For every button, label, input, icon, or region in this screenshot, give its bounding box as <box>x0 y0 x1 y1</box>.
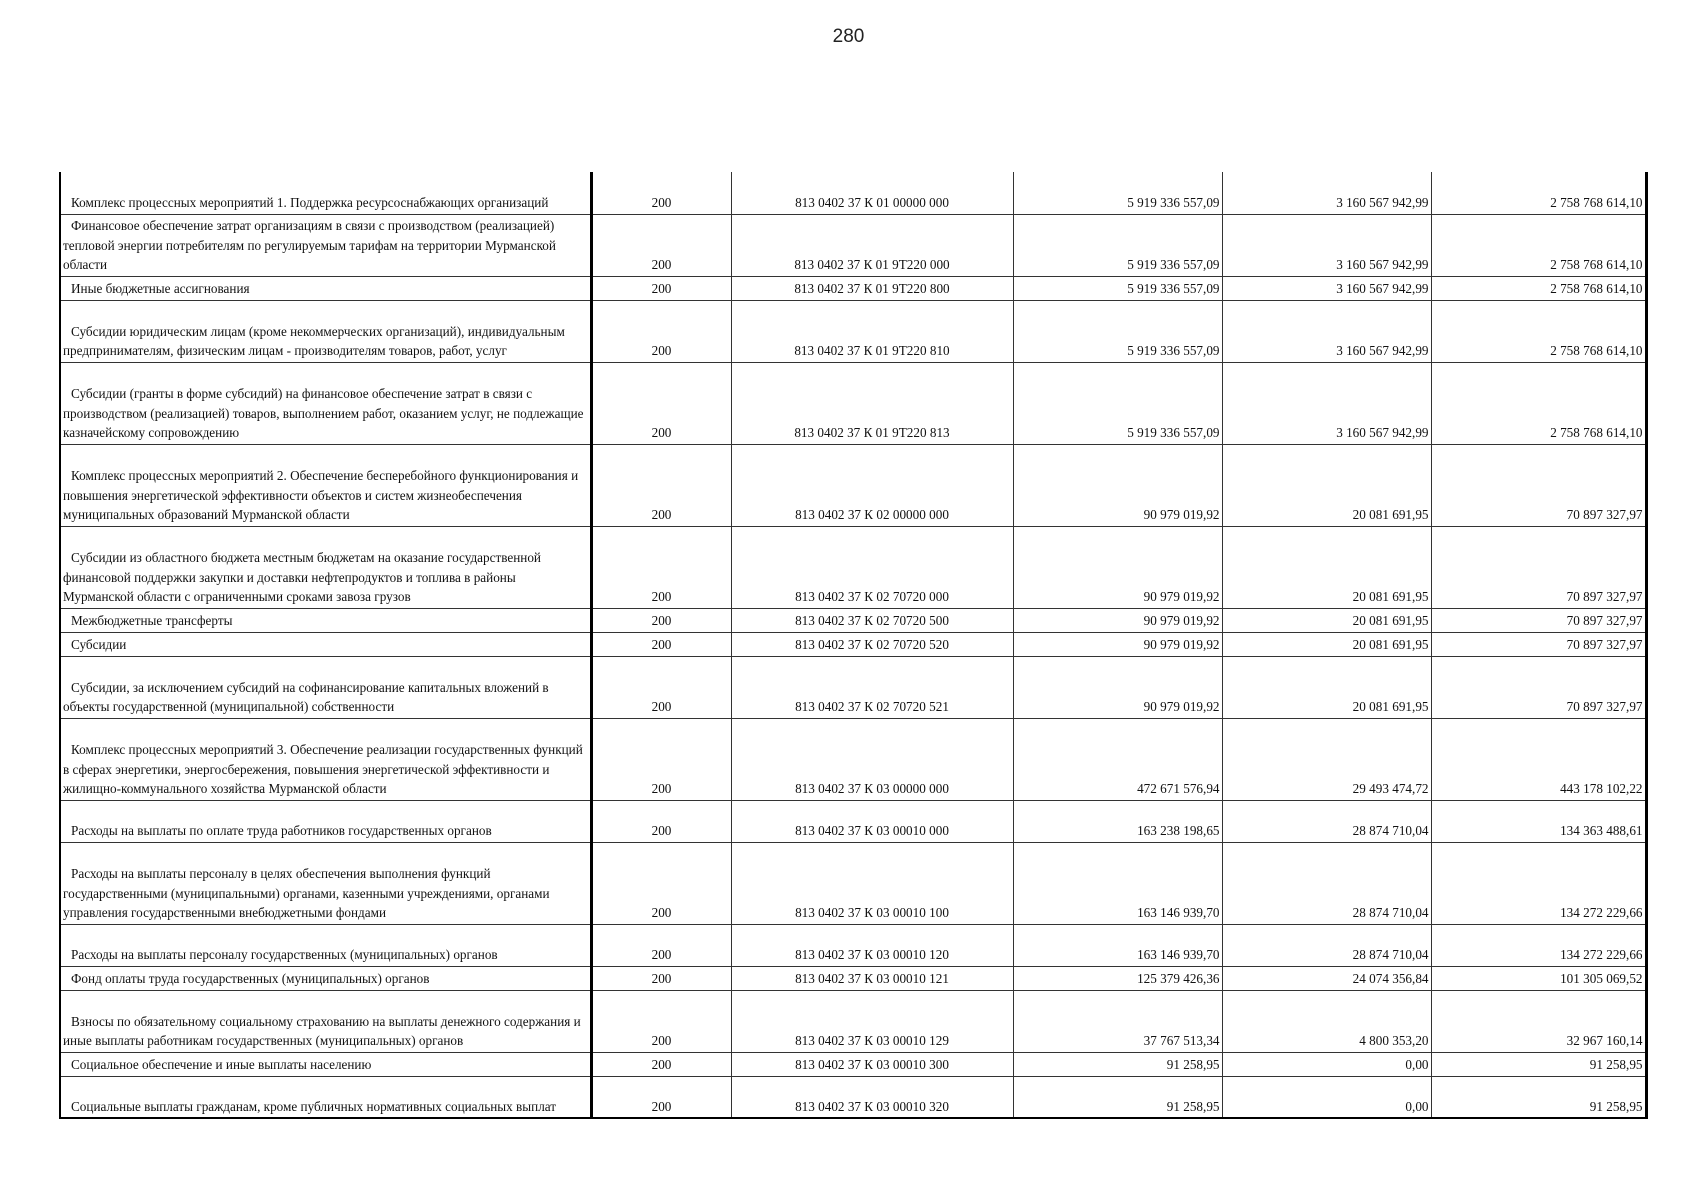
row-name-text: Социальные выплаты гражданам, кроме публичных нормативных социальных выплат <box>71 1098 557 1114</box>
row-name <box>60 444 591 526</box>
row-approved-amount-text: 5 919 336 557,09 <box>1127 281 1220 296</box>
row-budget-classification-code-text: 813 0402 37 К 01 00000 000 <box>795 195 949 210</box>
row-unexecuted-amount-text: 70 897 327,97 <box>1566 613 1643 628</box>
row-budget-classification-code-text: 813 0402 37 К 03 00010 000 <box>795 823 949 838</box>
row-line-code <box>591 608 731 632</box>
row-budget-classification-code-text: 813 0402 37 К 02 70720 520 <box>795 637 949 652</box>
row-budget-classification-code <box>731 172 1013 214</box>
row-executed-amount-text: 3 160 567 942,99 <box>1336 257 1429 272</box>
row-unexecuted-amount-text: 91 258,95 <box>1589 1057 1643 1072</box>
row-line-code <box>591 1076 731 1118</box>
row-budget-classification-code <box>731 1052 1013 1076</box>
row-line-code-text: 200 <box>651 425 672 440</box>
row-budget-classification-code <box>731 276 1013 300</box>
row-unexecuted-amount <box>1431 172 1646 214</box>
row-unexecuted-amount-text: 70 897 327,97 <box>1566 507 1643 522</box>
row-line-code-text: 200 <box>651 1033 672 1048</box>
row-executed-amount <box>1222 608 1431 632</box>
row-executed-amount-text: 3 160 567 942,99 <box>1336 425 1429 440</box>
row-executed-amount <box>1222 172 1431 214</box>
row-name <box>60 1076 591 1118</box>
table-row <box>60 718 1646 800</box>
row-budget-classification-code <box>731 842 1013 924</box>
row-approved-amount-text: 90 979 019,92 <box>1143 637 1220 652</box>
table-row <box>60 214 1646 276</box>
row-unexecuted-amount <box>1431 1076 1646 1118</box>
row-approved-amount-text: 5 919 336 557,09 <box>1127 257 1220 272</box>
row-name <box>60 276 591 300</box>
row-executed-amount-text: 3 160 567 942,99 <box>1336 281 1429 296</box>
row-executed-amount-text: 29 493 474,72 <box>1352 781 1429 796</box>
row-name <box>60 966 591 990</box>
row-budget-classification-code-text: 813 0402 37 К 02 70720 500 <box>795 613 949 628</box>
row-budget-classification-code <box>731 966 1013 990</box>
row-line-code-text: 200 <box>651 947 672 962</box>
budget-execution-table <box>59 172 1648 1119</box>
row-executed-amount-text: 0,00 <box>1405 1098 1429 1114</box>
table-row <box>60 656 1646 718</box>
row-unexecuted-amount-text: 134 363 488,61 <box>1560 823 1643 838</box>
row-executed-amount-text: 20 081 691,95 <box>1352 699 1429 714</box>
row-budget-classification-code-text: 813 0402 37 К 01 9Т220 800 <box>794 281 950 296</box>
row-name-text: Расходы на выплаты по оплате труда работников государственных органов <box>71 823 492 838</box>
row-approved-amount-text: 472 671 576,94 <box>1137 781 1220 796</box>
row-line-code-text: 200 <box>651 781 672 796</box>
row-name <box>60 362 591 444</box>
row-name-text: Субсидии (гранты в форме субсидий) на финансовое обеспечение затрат в связи с производством (реализацией) товаров, выполнением работ, оказанием услуг, не подлежащие казначейскому сопровождению <box>63 386 584 440</box>
table-row <box>60 1052 1646 1076</box>
row-executed-amount-text: 20 081 691,95 <box>1352 637 1429 652</box>
row-executed-amount <box>1222 966 1431 990</box>
row-executed-amount <box>1222 1076 1431 1118</box>
row-executed-amount-text: 20 081 691,95 <box>1352 613 1429 628</box>
row-line-code-text: 200 <box>651 699 672 714</box>
table-row <box>60 526 1646 608</box>
row-budget-classification-code-text: 813 0402 37 К 03 00010 100 <box>795 905 949 920</box>
row-line-code-text: 200 <box>651 589 672 604</box>
row-name <box>60 1052 591 1076</box>
row-budget-classification-code-text: 813 0402 37 К 03 00010 121 <box>795 971 949 986</box>
row-budget-classification-code <box>731 718 1013 800</box>
row-name-text: Субсидии, за исключением субсидий на софинансирование капитальных вложений в объекты государственной (муниципальной) собственности <box>63 679 549 714</box>
table-row <box>60 444 1646 526</box>
row-unexecuted-amount-text: 101 305 069,52 <box>1560 971 1643 986</box>
row-line-code <box>591 924 731 966</box>
row-executed-amount <box>1222 214 1431 276</box>
row-budget-classification-code <box>731 656 1013 718</box>
row-line-code-text: 200 <box>651 195 672 210</box>
row-unexecuted-amount <box>1431 656 1646 718</box>
row-unexecuted-amount <box>1431 300 1646 362</box>
row-unexecuted-amount <box>1431 362 1646 444</box>
row-executed-amount-text: 4 800 353,20 <box>1359 1033 1429 1048</box>
row-name-text: Комплекс процессных мероприятий 1. Поддержка ресурсоснабжающих организаций <box>71 195 549 210</box>
row-name-text: Субсидии из областного бюджета местным бюджетам на оказание государственной финансовой поддержки закупки и доставки нефтепродуктов и топлива в районы Мурманской области с ограниченными сроками завоза грузов <box>63 550 541 604</box>
row-executed-amount <box>1222 632 1431 656</box>
row-unexecuted-amount-text: 2 758 768 614,10 <box>1550 281 1643 296</box>
row-approved-amount <box>1013 1052 1222 1076</box>
row-approved-amount <box>1013 718 1222 800</box>
row-approved-amount-text: 5 919 336 557,09 <box>1127 195 1220 210</box>
row-name-text: Межбюджетные трансферты <box>71 613 233 628</box>
row-line-code <box>591 214 731 276</box>
row-budget-classification-code-text: 813 0402 37 К 03 00010 120 <box>795 947 949 962</box>
row-unexecuted-amount <box>1431 990 1646 1052</box>
row-name <box>60 214 591 276</box>
table-row <box>60 800 1646 842</box>
table-row <box>60 842 1646 924</box>
row-executed-amount <box>1222 842 1431 924</box>
row-executed-amount-text: 0,00 <box>1405 1057 1429 1072</box>
row-unexecuted-amount-text: 2 758 768 614,10 <box>1550 195 1643 210</box>
row-executed-amount <box>1222 800 1431 842</box>
row-budget-classification-code-text: 813 0402 37 К 01 9Т220 810 <box>794 343 950 358</box>
row-name <box>60 990 591 1052</box>
row-approved-amount-text: 5 919 336 557,09 <box>1127 425 1220 440</box>
row-name-text: Субсидии юридическим лицам (кроме некоммерческих организаций), индивидуальным предпринимателям, физическим лицам - производителям товаров, работ, услуг <box>63 323 565 358</box>
row-approved-amount-text: 163 146 939,70 <box>1137 905 1220 920</box>
row-budget-classification-code <box>731 444 1013 526</box>
row-executed-amount-text: 28 874 710,04 <box>1352 905 1429 920</box>
row-unexecuted-amount <box>1431 842 1646 924</box>
row-approved-amount <box>1013 300 1222 362</box>
row-budget-classification-code-text: 813 0402 37 К 03 00010 129 <box>795 1033 949 1048</box>
table-row <box>60 608 1646 632</box>
row-line-code-text: 200 <box>651 823 672 838</box>
row-approved-amount <box>1013 632 1222 656</box>
row-line-code-text: 200 <box>651 971 672 986</box>
row-unexecuted-amount <box>1431 526 1646 608</box>
row-unexecuted-amount-text: 134 272 229,66 <box>1560 947 1643 962</box>
row-approved-amount-text: 125 379 426,36 <box>1137 971 1220 986</box>
row-budget-classification-code-text: 813 0402 37 К 03 00000 000 <box>795 781 949 796</box>
row-budget-classification-code <box>731 800 1013 842</box>
row-approved-amount-text: 163 238 198,65 <box>1137 823 1220 838</box>
row-unexecuted-amount-text: 91 258,95 <box>1589 1098 1643 1114</box>
row-name-text: Фонд оплаты труда государственных (муниципальных) органов <box>71 971 430 986</box>
row-budget-classification-code <box>731 526 1013 608</box>
row-unexecuted-amount <box>1431 800 1646 842</box>
table-row <box>60 172 1646 214</box>
row-name-text: Взносы по обязательному социальному страхованию на выплаты денежного содержания и иные выплаты работникам государственных (муниципальных) органов <box>63 1013 581 1048</box>
row-unexecuted-amount-text: 2 758 768 614,10 <box>1550 343 1643 358</box>
row-unexecuted-amount-text: 2 758 768 614,10 <box>1550 257 1643 272</box>
row-budget-classification-code <box>731 300 1013 362</box>
row-line-code-text: 200 <box>651 281 672 296</box>
row-approved-amount <box>1013 990 1222 1052</box>
row-approved-amount <box>1013 214 1222 276</box>
row-name-text: Расходы на выплаты персоналу в целях обеспечения выполнения функций государственными (муниципальными) органами, казенными учреждениями, органами управления государственными внебюджетными фондами <box>63 866 550 920</box>
row-unexecuted-amount <box>1431 632 1646 656</box>
row-executed-amount <box>1222 924 1431 966</box>
row-approved-amount-text: 90 979 019,92 <box>1143 507 1220 522</box>
row-approved-amount <box>1013 444 1222 526</box>
row-approved-amount-text: 163 146 939,70 <box>1137 947 1220 962</box>
row-budget-classification-code <box>731 924 1013 966</box>
row-approved-amount <box>1013 924 1222 966</box>
row-line-code-text: 200 <box>651 637 672 652</box>
row-executed-amount-text: 3 160 567 942,99 <box>1336 195 1429 210</box>
row-name <box>60 172 591 214</box>
row-budget-classification-code-text: 813 0402 37 К 03 00010 320 <box>795 1098 949 1114</box>
table-row <box>60 990 1646 1052</box>
row-executed-amount <box>1222 990 1431 1052</box>
table-row <box>60 1076 1646 1118</box>
row-approved-amount <box>1013 966 1222 990</box>
table-row <box>60 276 1646 300</box>
row-approved-amount <box>1013 276 1222 300</box>
row-line-code-text: 200 <box>651 507 672 522</box>
row-executed-amount <box>1222 300 1431 362</box>
row-unexecuted-amount <box>1431 924 1646 966</box>
row-budget-classification-code-text: 813 0402 37 К 02 70720 521 <box>795 699 949 714</box>
row-name <box>60 656 591 718</box>
row-line-code <box>591 990 731 1052</box>
row-name <box>60 300 591 362</box>
row-unexecuted-amount-text: 2 758 768 614,10 <box>1550 425 1643 440</box>
row-executed-amount-text: 28 874 710,04 <box>1352 823 1429 838</box>
row-budget-classification-code <box>731 362 1013 444</box>
row-budget-classification-code-text: 813 0402 37 К 02 70720 000 <box>795 589 949 604</box>
row-executed-amount <box>1222 526 1431 608</box>
row-budget-classification-code-text: 813 0402 37 К 03 00010 300 <box>795 1057 949 1072</box>
row-approved-amount <box>1013 842 1222 924</box>
row-budget-classification-code-text: 813 0402 37 К 02 00000 000 <box>795 507 949 522</box>
row-name <box>60 800 591 842</box>
row-line-code <box>591 632 731 656</box>
row-unexecuted-amount-text: 32 967 160,14 <box>1566 1033 1643 1048</box>
row-name-text: Комплекс процессных мероприятий 3. Обеспечение реализации государственных функций в сферах энергетики, энергосбережения, повышения энергетической эффективности и жилищно-коммунального хозяйства Мурманской области <box>63 742 583 796</box>
row-unexecuted-amount <box>1431 608 1646 632</box>
row-approved-amount-text: 90 979 019,92 <box>1143 613 1220 628</box>
row-line-code-text: 200 <box>651 905 672 920</box>
row-unexecuted-amount-text: 70 897 327,97 <box>1566 699 1643 714</box>
row-approved-amount <box>1013 362 1222 444</box>
row-approved-amount-text: 5 919 336 557,09 <box>1127 343 1220 358</box>
row-line-code <box>591 526 731 608</box>
table-row <box>60 362 1646 444</box>
row-budget-classification-code <box>731 632 1013 656</box>
row-name <box>60 632 591 656</box>
row-approved-amount-text: 90 979 019,92 <box>1143 589 1220 604</box>
row-line-code <box>591 800 731 842</box>
row-unexecuted-amount <box>1431 276 1646 300</box>
row-unexecuted-amount <box>1431 214 1646 276</box>
row-budget-classification-code <box>731 990 1013 1052</box>
row-approved-amount <box>1013 608 1222 632</box>
row-line-code <box>591 718 731 800</box>
row-line-code <box>591 276 731 300</box>
row-line-code <box>591 444 731 526</box>
row-executed-amount <box>1222 444 1431 526</box>
row-unexecuted-amount <box>1431 1052 1646 1076</box>
row-approved-amount <box>1013 526 1222 608</box>
row-name-text: Финансовое обеспечение затрат организациям в связи с производством (реализацией) тепловой энергии потребителям по регулируемым тарифам на территории Мурманской области <box>63 218 556 272</box>
row-line-code-text: 200 <box>651 1098 672 1114</box>
row-name <box>60 842 591 924</box>
row-unexecuted-amount <box>1431 718 1646 800</box>
row-approved-amount-text: 37 767 513,34 <box>1143 1033 1220 1048</box>
row-unexecuted-amount-text: 134 272 229,66 <box>1560 905 1643 920</box>
row-approved-amount <box>1013 1076 1222 1118</box>
row-line-code <box>591 172 731 214</box>
row-executed-amount-text: 28 874 710,04 <box>1352 947 1429 962</box>
row-approved-amount <box>1013 656 1222 718</box>
row-executed-amount-text: 24 074 356,84 <box>1352 971 1429 986</box>
row-name <box>60 924 591 966</box>
row-executed-amount <box>1222 1052 1431 1076</box>
row-unexecuted-amount-text: 443 178 102,22 <box>1560 781 1643 796</box>
row-line-code <box>591 362 731 444</box>
row-executed-amount <box>1222 718 1431 800</box>
table-row <box>60 966 1646 990</box>
row-name-text: Расходы на выплаты персоналу государственных (муниципальных) органов <box>71 947 498 962</box>
page-number: 280 <box>832 26 865 47</box>
row-approved-amount-text: 90 979 019,92 <box>1143 699 1220 714</box>
table-row <box>60 300 1646 362</box>
row-line-code-text: 200 <box>651 613 672 628</box>
row-budget-classification-code <box>731 1076 1013 1118</box>
table-row <box>60 632 1646 656</box>
row-approved-amount <box>1013 800 1222 842</box>
row-executed-amount <box>1222 362 1431 444</box>
row-unexecuted-amount <box>1431 444 1646 526</box>
row-executed-amount <box>1222 276 1431 300</box>
row-budget-classification-code-text: 813 0402 37 К 01 9Т220 813 <box>794 425 950 440</box>
row-executed-amount-text: 20 081 691,95 <box>1352 589 1429 604</box>
table-row <box>60 924 1646 966</box>
row-unexecuted-amount-text: 70 897 327,97 <box>1566 637 1643 652</box>
row-unexecuted-amount <box>1431 966 1646 990</box>
row-line-code <box>591 842 731 924</box>
row-budget-classification-code-text: 813 0402 37 К 01 9Т220 000 <box>794 257 950 272</box>
row-name <box>60 608 591 632</box>
row-budget-classification-code <box>731 214 1013 276</box>
row-executed-amount-text: 20 081 691,95 <box>1352 507 1429 522</box>
row-line-code-text: 200 <box>651 257 672 272</box>
row-line-code-text: 200 <box>651 1057 672 1072</box>
row-executed-amount <box>1222 656 1431 718</box>
row-name-text: Субсидии <box>71 637 127 652</box>
row-budget-classification-code <box>731 608 1013 632</box>
row-line-code <box>591 966 731 990</box>
row-name-text: Комплекс процессных мероприятий 2. Обеспечение бесперебойного функционирования и повышения энергетической эффективности объектов и систем жизнеобеспечения муниципальных образований Мурманской области <box>63 468 579 522</box>
row-name-text: Иные бюджетные ассигнования <box>71 281 250 296</box>
row-approved-amount-text: 91 258,95 <box>1166 1098 1220 1114</box>
row-line-code-text: 200 <box>651 343 672 358</box>
row-approved-amount-text: 91 258,95 <box>1166 1057 1220 1072</box>
row-unexecuted-amount-text: 70 897 327,97 <box>1566 589 1643 604</box>
row-name-text: Социальное обеспечение и иные выплаты населению <box>71 1057 372 1072</box>
row-line-code <box>591 1052 731 1076</box>
row-approved-amount <box>1013 172 1222 214</box>
row-line-code <box>591 656 731 718</box>
row-name <box>60 718 591 800</box>
row-line-code <box>591 300 731 362</box>
row-name <box>60 526 591 608</box>
row-executed-amount-text: 3 160 567 942,99 <box>1336 343 1429 358</box>
